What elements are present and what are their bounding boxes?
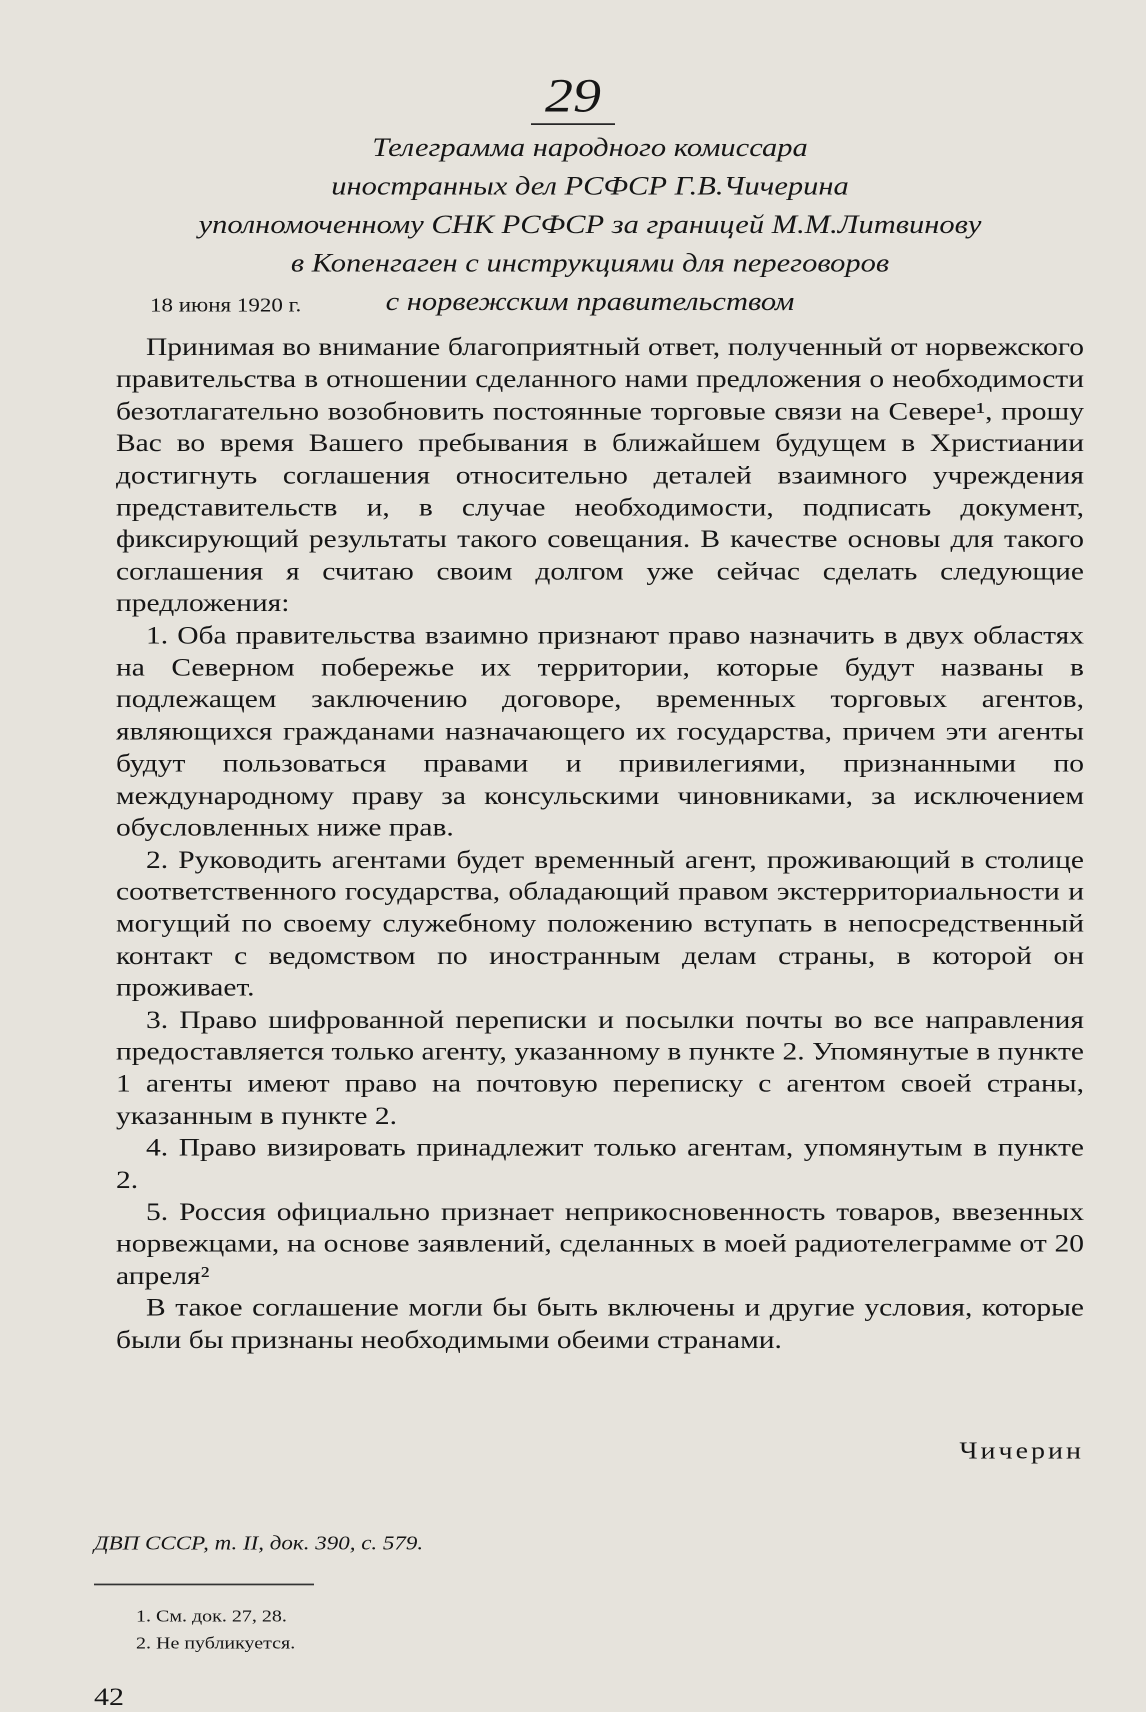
title-line: иностранных дел РСФСР Г.В.Чичерина	[331, 171, 849, 201]
footnote-divider	[94, 1584, 314, 1586]
paragraph: 4. Право визировать принадлежит только агентам, упомянутым в пункте 2.	[116, 1134, 1084, 1194]
paragraph: Принимая во внимание благоприятный ответ, полученный от норвежского правительства в отношении сделанного нами предложения о необходимости безотлагательно возобновить постоянные торговые связи на Севере¹, прошу Вас во время Вашего пребывания в ближайшем будущем в Христиании достигнуть соглашения относительно деталей взаимного учреждения представительств и, в случае необходимости, подписать документ, фиксирующий результаты такого совещания. В качестве основы для такого соглашения я считаю своим долгом уже сейчас сделать следующие предложения:	[116, 333, 1084, 618]
footnote: 1. См. док. 27, 28.	[136, 1606, 287, 1626]
page-number: 42	[94, 1682, 124, 1712]
paragraph: 1. Оба правительства взаимно признают право назначить в двух областях на Северном побережье их территории, которые будут названы в подлежащем заключению договоре, временных торговых агентов, являющихся гражданами назначающего их государства, причем эти агенты будут пользоваться правами и привилегиями, признанными по международному праву за консульскими чиновниками, за исключением обусловленных ниже прав.	[116, 622, 1084, 842]
source-reference: ДВП СССР, т. II, док. 390, с. 579.	[94, 1532, 424, 1554]
paragraph: 3. Право шифрованной переписки и посылки почты во все направления предоставляется только агенту, указанному в пункте 2. Упомянутые в пункте 1 агенты имеют право на почтовую переписку с агентом своей страны, указанным в пункте 2.	[116, 1006, 1084, 1130]
document-body	[116, 332, 1084, 1357]
paragraph: 5. Россия официально признает неприкосновенность товаров, ввезенных норвежцами, на основе заявлений, сделанных в моей радиотелеграмме от 20 апреля²	[116, 1198, 1084, 1290]
title-line: в Копенгаген с инструкциями для переговоров	[290, 248, 890, 278]
footnote: 2. Не публикуется.	[136, 1634, 296, 1653]
footnotes	[136, 1602, 295, 1657]
document-date: 18 июня 1920 г.	[150, 294, 302, 316]
paragraph: В такое соглашение могли бы быть включены и другие условия, которые были бы признаны необходимыми обеими странами.	[116, 1294, 1084, 1354]
document-title	[120, 128, 1060, 321]
title-line: уполномоченному СНК РСФСР за границей М.М.Литвинову	[198, 209, 982, 239]
paragraph: 2. Руководить агентами будет временный агент, проживающий в столице соответственного государства, обладающий правом экстерриториальности и могущий по своему служебному положению вступать в непосредственный контакт с ведомством по иностранным делам страны, в которой он проживает.	[116, 846, 1084, 1002]
document-number: 29	[0, 72, 1146, 125]
title-line: с норвежским правительством	[385, 286, 795, 316]
title-line: Телеграмма народного комиссара	[372, 132, 808, 162]
signature: Чичерин	[959, 1438, 1084, 1465]
